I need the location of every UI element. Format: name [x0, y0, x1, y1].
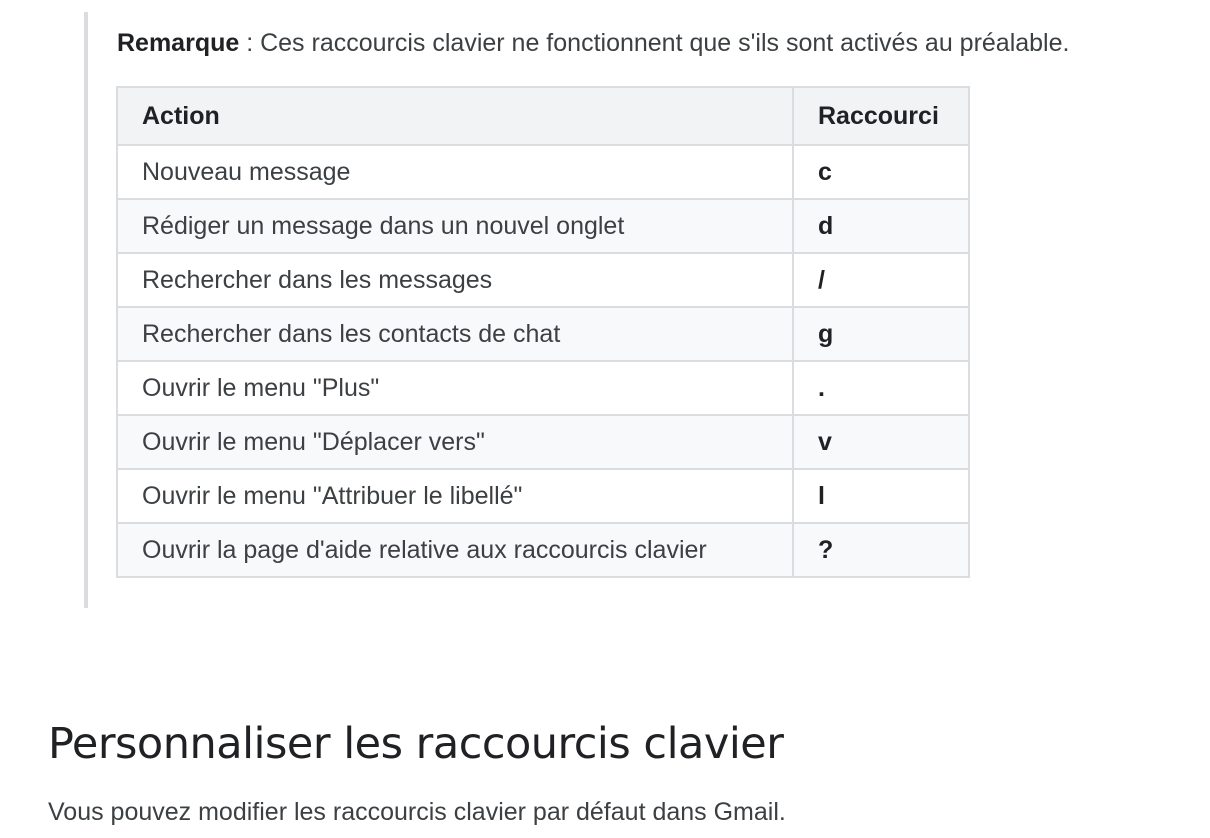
action-cell: Ouvrir le menu "Attribuer le libellé"	[117, 469, 793, 523]
table-row	[117, 307, 969, 361]
action-cell: Rédiger un message dans un nouvel onglet	[117, 199, 793, 253]
shortcut-cell: d	[793, 199, 969, 253]
shortcut-cell: v	[793, 415, 969, 469]
section-heading: Personnaliser les raccourcis clavier	[48, 719, 784, 769]
shortcut-cell: ?	[793, 523, 969, 577]
action-cell: Ouvrir la page d'aide relative aux raccourcis clavier	[117, 523, 793, 577]
table-row	[117, 199, 969, 253]
table-header-row	[117, 87, 969, 145]
note	[117, 26, 1069, 60]
action-cell: Ouvrir le menu "Déplacer vers"	[117, 415, 793, 469]
table-row	[117, 415, 969, 469]
shortcut-cell: g	[793, 307, 969, 361]
note-text: : Ces raccourcis clavier ne fonctionnent que s'ils sont activés au préalable.	[239, 29, 1070, 57]
shortcut-cell: .	[793, 361, 969, 415]
table-row	[117, 523, 969, 577]
shortcut-cell: l	[793, 469, 969, 523]
shortcut-cell: c	[793, 145, 969, 199]
note-quote-bar	[84, 12, 88, 608]
shortcut-cell: /	[793, 253, 969, 307]
action-cell: Rechercher dans les contacts de chat	[117, 307, 793, 361]
table-row	[117, 469, 969, 523]
action-cell: Rechercher dans les messages	[117, 253, 793, 307]
action-cell: Ouvrir le menu "Plus"	[117, 361, 793, 415]
table-row	[117, 145, 969, 199]
column-header-shortcut: Raccourci	[793, 87, 969, 145]
action-cell: Nouveau message	[117, 145, 793, 199]
shortcuts-table	[116, 86, 970, 578]
table-row	[117, 361, 969, 415]
section-intro-text: Vous pouvez modifier les raccourcis clavier par défaut dans Gmail.	[48, 798, 786, 826]
table-row	[117, 253, 969, 307]
column-header-action: Action	[117, 87, 793, 145]
note-label: Remarque	[117, 29, 240, 57]
